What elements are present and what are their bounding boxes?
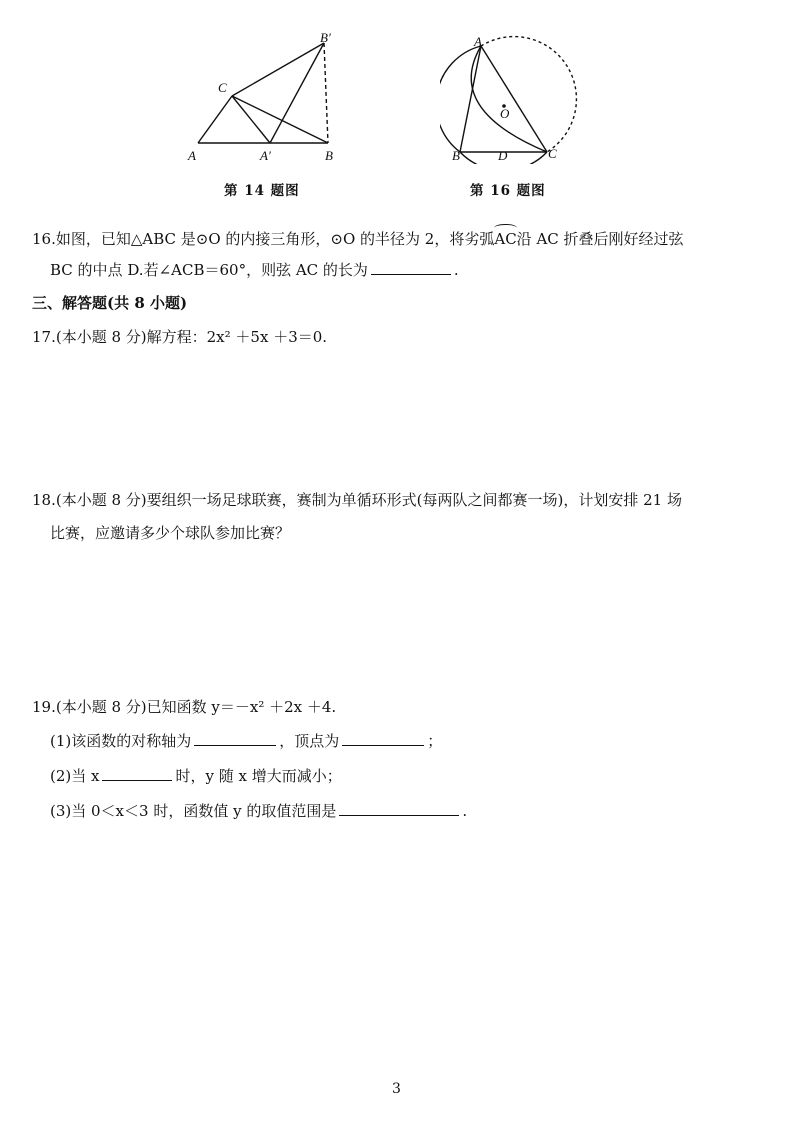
- question-19-part-3: [50, 800, 467, 821]
- question-16-text-a: 16.如图，已知△ABC 是⊙O 的内接三角形，⊙O 的半径为 2，将劣弧: [32, 230, 495, 248]
- q19-part3-text-a: (3)当 0＜x＜3 时，函数值 y 的取值范围是: [50, 802, 337, 820]
- question-18-line-1: 18.(本小题 8 分)要组织一场足球联赛，赛制为单循环形式(每两队之间都赛一场)，计划安排 21 场: [32, 491, 682, 509]
- question-16-line-2: [50, 259, 459, 280]
- segment-BB-prime-dashed: [324, 43, 328, 143]
- figure-16-caption: 第 16 题图: [470, 183, 546, 199]
- answer-blank-axis[interactable]: [194, 731, 276, 746]
- label-C: C: [548, 146, 557, 161]
- label-D: D: [498, 148, 508, 163]
- question-19-part-2: [50, 765, 342, 786]
- answer-blank-range[interactable]: [339, 801, 459, 816]
- q19-part2-text-a: (2)当 x: [50, 767, 100, 785]
- answer-blank-decreasing[interactable]: [102, 766, 172, 781]
- circle-arc-dashed: [481, 37, 576, 152]
- question-17: 17.(本小题 8 分)解方程：2x² ＋5x ＋3＝0.: [32, 328, 328, 346]
- segment-AC: [198, 96, 232, 143]
- question-18-line-2: 比赛，应邀请多少个球队参加比赛？: [50, 524, 291, 542]
- segment-CA-prime: [232, 96, 270, 143]
- figure-16-diagram: [440, 34, 580, 164]
- page-number: 3: [392, 1081, 401, 1097]
- segment-CB: [232, 96, 328, 143]
- answer-blank-q16[interactable]: [371, 260, 451, 275]
- q19-part2-text-b: 时，y 随 x 增大而减小；: [175, 767, 342, 785]
- q19-part1-text-b: ，顶点为: [279, 732, 340, 750]
- figure-14-caption: 第 14 题图: [224, 183, 300, 199]
- label-B: B: [325, 148, 333, 163]
- label-B-prime: B′: [320, 30, 331, 45]
- folded-arc: [471, 46, 547, 152]
- figure-14: [186, 30, 346, 170]
- label-A: A: [188, 148, 196, 163]
- label-C: C: [218, 80, 227, 95]
- figure-14-diagram: [186, 30, 346, 170]
- question-16-end: .: [453, 261, 459, 279]
- segment-AB: [460, 46, 481, 152]
- label-A-prime: A′: [260, 148, 271, 163]
- arc-ac-symbol: AC: [494, 230, 517, 248]
- section-3-heading: 三、解答题(共 8 小题): [32, 294, 188, 312]
- label-B: B: [452, 148, 460, 163]
- question-16-line-1: [32, 228, 684, 249]
- answer-blank-vertex[interactable]: [342, 731, 424, 746]
- question-19-stem: 19.(本小题 8 分)已知函数 y＝－x² ＋2x ＋4.: [32, 698, 337, 716]
- question-16-text-b: 沿 AC 折叠后刚好经过弦: [516, 230, 684, 248]
- label-O: O: [500, 106, 510, 121]
- question-16-text-c: BC 的中点 D.若∠ACB＝60°，则弦 AC 的长为: [50, 261, 368, 279]
- q19-part1-text-c: ；: [427, 732, 443, 750]
- question-19-part-1: [50, 730, 442, 751]
- circle-arc-left: [440, 46, 481, 152]
- label-A: A: [474, 34, 482, 49]
- q19-part1-text-a: (1)该函数的对称轴为: [50, 732, 192, 750]
- q19-part3-text-b: .: [462, 802, 468, 820]
- figure-16: [440, 34, 580, 164]
